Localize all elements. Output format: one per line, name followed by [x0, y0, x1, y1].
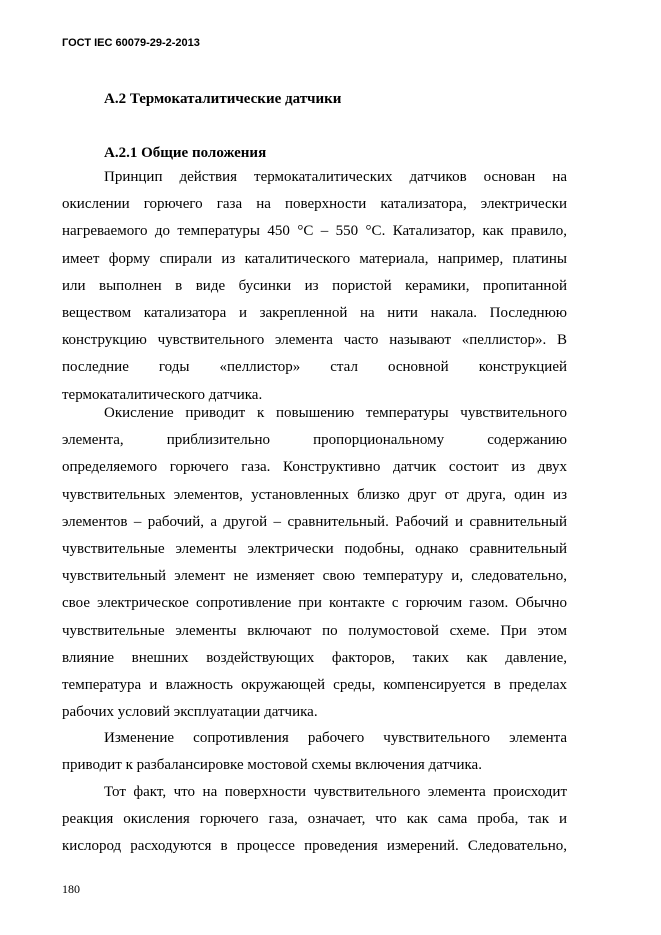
text-line: последние годы «пеллистор» стал основной конструкцией: [62, 359, 567, 376]
text-line: чувствительный элемент не изменяет свою температуру и, следовательно,: [62, 568, 567, 585]
text-line: окислении горючего газа на поверхности катализатора, электрически: [62, 196, 567, 213]
section-title: A.2 Термокаталитические датчики: [104, 91, 342, 107]
page-number: 180: [62, 882, 80, 896]
text-line: или выполнен в виде бусинки из пористой керамики, пропитанной: [62, 277, 567, 294]
text-line: веществом катализатора и закрепленной на нити накала. Последнюю: [62, 304, 567, 321]
paragraph-1: [62, 164, 567, 409]
text-line: Принцип действия термокаталитических датчиков основан на: [104, 169, 567, 185]
text-line: определяемого горючего газа. Конструктивно датчик состоит из двух: [62, 459, 567, 476]
subsection-title: А.2.1 Общие положения: [104, 145, 267, 161]
text-line: конструкцию чувствительного элемента часто называют «пеллистор». В: [62, 332, 567, 349]
standard-header: ГОСТ IEC 60079-29-2-2013: [62, 37, 200, 49]
text-line: термокаталитического датчика.: [62, 386, 263, 403]
paragraph-4: [62, 779, 567, 861]
text-line: имеет форму спирали из каталитического материала, например, платины: [62, 250, 567, 267]
text-line: температура и влажность окружающей среды, компенсируется в пределах: [62, 676, 567, 693]
text-line: нагреваемого до температуры 450 °С – 550 °С. Катализатор, как правило,: [62, 223, 567, 240]
text-line: Тот факт, что на поверхности чувствительного элемента происходит: [104, 784, 567, 800]
paragraph-3: [62, 725, 567, 779]
text-line: влияние внешних воздействующих факторов, таких как давление,: [62, 649, 567, 666]
text-line: реакция окисления горючего газа, означает, что как сама проба, так и: [62, 811, 567, 828]
text-line: рабочих условий эксплуатации датчика.: [62, 704, 318, 721]
text-line: чувствительные элементы включают по полумостовой схеме. При этом: [62, 622, 567, 639]
text-line: свое электрическое сопротивление при контакте с горючим газом. Обычно: [62, 595, 567, 612]
paragraph-2: [62, 400, 567, 726]
text-line: кислород расходуются в процессе проведения измерений. Следовательно,: [62, 838, 567, 855]
text-line: Окисление приводит к повышению температуры чувствительного: [104, 405, 567, 421]
text-line: элемента, приблизительно пропорциональному содержанию: [62, 432, 567, 449]
text-line: Изменение сопротивления рабочего чувствительного элемента: [104, 730, 567, 746]
text-line: чувствительные элементы электрически подобны, однако сравнительный: [62, 540, 567, 557]
text-line: чувствительных элементов, установленных близко друг от друга, один из: [62, 486, 567, 503]
text-line: приводит к разбалансировке мостовой схемы включения датчика.: [62, 757, 482, 774]
text-line: элементов – рабочий, а другой – сравнительный. Рабочий и сравнительный: [62, 513, 567, 530]
